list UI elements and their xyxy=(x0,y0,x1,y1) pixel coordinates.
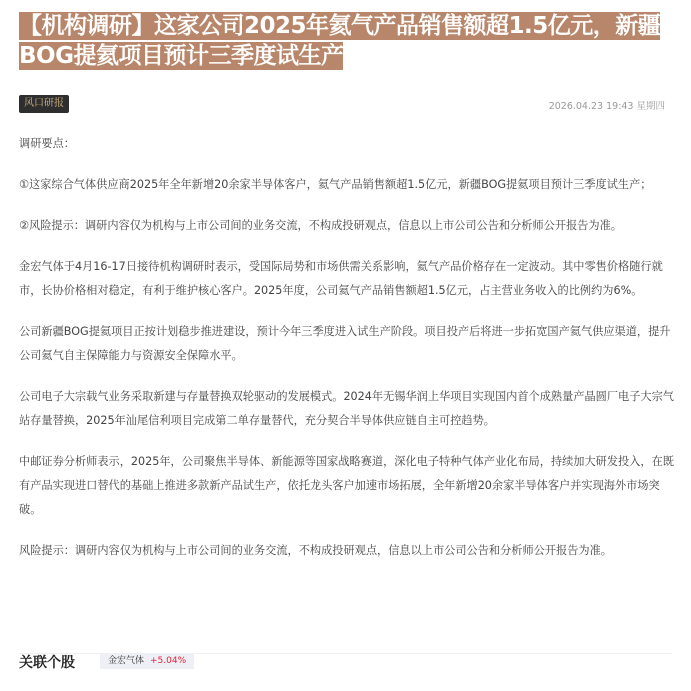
source-tag[interactable]: 风口研报 xyxy=(19,95,69,113)
paragraph: 公司电子大宗载气业务采取新建与存量替换双轮驱动的发展模式。2024年无锡华润上华项目实现国内首个成熟量产晶圆厂电子大宗气站存量替换，2025年汕尾信利项目完成第二单存量替代，充分契合半导体供应链自主可控趋势。 xyxy=(19,390,674,427)
paragraph: 金宏气体于4月16-17日接待机构调研时表示，受国际局势和市场供需关系影响，氦气产品价格存在一定波动。其中零售价格随行就市，长协价格相对稳定，有利于维护核心客户。2025年度，公司氦气产品销售额超1.5亿元，占主营业务收入的比例约为6%。 xyxy=(19,260,663,297)
risk-notice: 风险提示：调研内容仅为机构与上市公司间的业务交流，不构成投研观点，信息以上市公司公告和分析师公开报告为准。 xyxy=(19,544,612,557)
related-stock-chip[interactable] xyxy=(100,653,194,669)
paragraph: 调研要点： xyxy=(19,137,75,150)
article-title xyxy=(19,11,679,71)
article-body xyxy=(19,132,674,580)
stock-change: +5.04% xyxy=(150,656,187,666)
publish-date: 2026.04.23 19:43 星期四 xyxy=(548,101,665,112)
title-text: 【机构调研】这家公司2025年氦气产品销售额超1.5亿元，新疆BOG提氦项目预计三季度试生产 xyxy=(19,13,661,69)
paragraph: 中邮证券分析师表示，2025年，公司聚焦半导体、新能源等国家战略赛道，深化电子特种气体产业化布局，持续加大研发投入，在既有产品实现进口替代的基础上推进多款新产品试生产，依托龙头客户加速市场拓展，全年新增20余家半导体客户并实现海外市场突破。 xyxy=(19,455,674,516)
paragraph: ①这家综合气体供应商2025年全年新增20余家半导体客户，氦气产品销售额超1.5亿元，新疆BOG提氦项目预计三季度试生产； xyxy=(19,178,652,191)
paragraph: ②风险提示：调研内容仅为机构与上市公司间的业务交流，不构成投研观点，信息以上市公司公告和分析师公开报告为准。 xyxy=(19,219,622,232)
paragraph: 公司新疆BOG提氦项目正按计划稳步推进建设，预计今年三季度进入试生产阶段。项目投产后将进一步拓宽国产氦气供应渠道，提升公司氦气自主保障能力与资源安全保障水平。 xyxy=(19,325,671,362)
related-stocks-heading: 关联个股 xyxy=(19,655,75,671)
stock-name: 金宏气体 xyxy=(108,656,145,666)
